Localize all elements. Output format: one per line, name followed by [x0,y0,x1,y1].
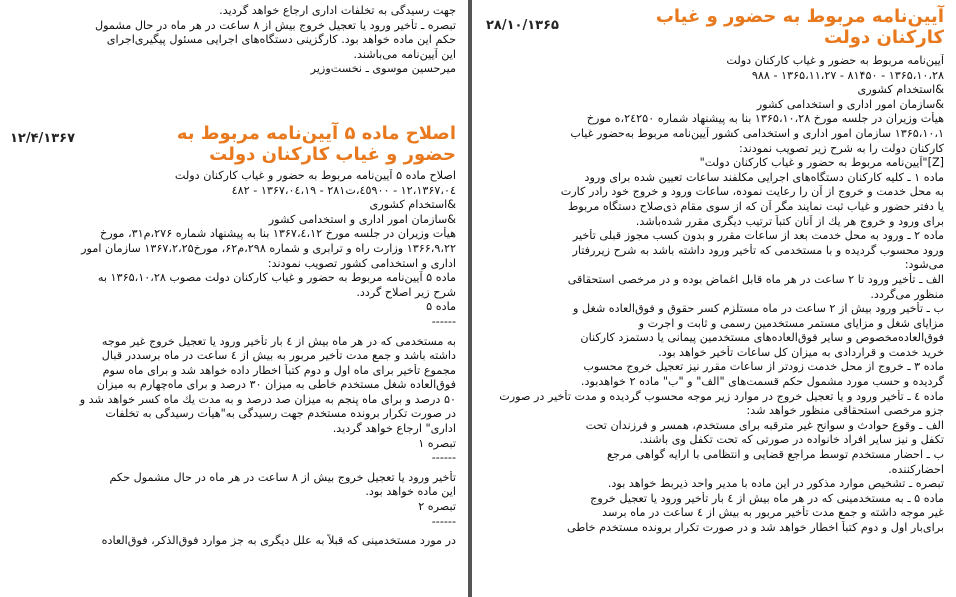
text-line: مجموع تأخیر برای ماه اول و دوم کتباً اخطار داده خواهد شد و برای ماه سوم [102,363,456,377]
text-line: تبصره ۲ [418,500,456,514]
amendment-date: ۱۲/۴/۱۳۶۷ [10,130,76,146]
text-line: جهت رسیدگی به تخلفات اداری ارجاع خواهد گردید. [219,4,456,17]
text-line: شرح زیر اصلاح گردد. [356,285,456,299]
text-line: ------ [431,314,456,328]
text-line: ۱۳۶۵،۱۰،۲۸ - ۸۱۴۵۰ - ۱۳۶۵،۱۱،۲۷ - ۹۸۸ [751,68,944,82]
right-body [482,54,944,536]
regulation-title: آیین‌نامه مربوط به حضور و غیاب کارکنان دولت [655,6,944,48]
text-line: به مستخدمی که در هر ماه بیش از ٤ بار تأخیر ورود یا تعجیل خروج غیر موجه [101,334,456,348]
text-line: آیین‌نامه مربوط به حضور و غیاب کارکنان دولت [726,54,944,67]
text-line: ۱۳۶۶،۹،۲۲ وزارت راه و ترابری و شماره ۲۹۸،م۶۲، مورخ۱۳۶۷،۲،۲۵ سازمان امور [81,241,456,255]
left-column [0,0,468,597]
text-line: حکم این ماده خواهد بود. کارگزینی دستگاه‌های اجرایی مسئول پیگیری‌اجرای [106,33,456,47]
text-line: الف ـ وقوع حوادث و سوانح غیر مترقبه برای مستخدم، همسر و فرزندان تحت [585,418,944,432]
text-line: تبصره ـ تشخیص موارد مذکور در این ماده با مدیر واحد ذیربط خواهد بود. [607,477,944,491]
text-line: داشته باشد و جمع مدت تأخیر مربور به بیش از ٤ ساعت در ماه برسددر قبال [101,349,456,363]
text-line: ماده ۵ [426,300,456,314]
text-line: فوق‌العاده شغل مستخدم خاطی به میزان ۳۰ درصد و برای ماه‌چهارم به میزان [96,378,456,392]
text-line: برای‌بار اول و دوم کتباً اخطار خواهد شد و در صورت تکرار برونده مستخدم خاطی [567,521,944,534]
text-line: جزو مرخصی استحقاقی منظور خواهد شد: [746,404,944,418]
text-line: کارکنان دولت را به شرح زیر تصویب نمودند: [738,141,944,155]
text-line: ماده ۲ ـ ورود به محل خدمت بعد از ساعات مقرر و بدون کسب مجوز قبلی تأخیر [572,229,944,243]
text-line: ۱۳۶۵،۱۰،۱ سازمان امور اداری و استخدامی کشور آیین‌نامه مربوط به‌حضور غیاب [570,126,944,140]
text-line: تبصره ـ تأخیر ورود یا تعجیل خروج بیش از ۸ ساعت در هر ماه در حال مشمول [94,18,456,32]
text-line: هیأت وزیران در جلسه مورخ ۱۳۶۷،٤،۱۲ بنا به پیشنهاد شماره ۲۷۶،م۳۱، مورخ [100,227,456,241]
text-line: به محل خدمت و خروج از آن را رعایت نموده، ساعات ورود و خروج خود رادر کارت [560,185,944,199]
text-line: فوق‌العاده‌مخصوص و سایر فوق‌العاده‌های مستخدمین پیمانی یا دستمزد کارکنان [580,331,944,345]
text-line: اداری و استخدامی کشور تصویب نمودند: [267,256,456,270]
text-line: &سازمان امور اداری و استخدامی کشور [268,212,456,226]
left-body [10,169,456,549]
text-line: منظور می‌گردد. [870,287,944,301]
text-line: خرید خدمت و قراردادی به میزان کل ساعات تأخیر خواهد بود. [658,345,944,359]
right-title-block [482,6,944,52]
text-line: اصلاح ماده ۵ آیین‌نامه مربوط به حضور و غیاب کارکنان دولت [174,168,456,182]
text-line: تکفل و نیز سایر افراد خانواده در صورتی که تحت تکفل وی باشند. [639,433,944,447]
text-line: هیأت وزیران در جلسه مورخ ۱۳۶۵،۱۰،۲۸ بنا به پیشنهاد شماره ۲٤۲۵۰،ه مورخ [586,112,944,126]
text-line: ماده ۵ آیین‌نامه مربوط به حضور و غیاب کارکنان دولت مصوب ۱۳۶۵،۱۰،۲۸ به [97,271,456,285]
text-line: اداری" ارجاع خواهد گردید. [332,422,456,436]
text-line: &سازمان امور اداری و استخدامی کشور [756,97,944,111]
text-line: ------ [431,451,456,465]
text-line: در مورد مستخدمینی که قبلاً به علل دیگری به جز موارد فوق‌الذکر، فوق‌العاده [101,534,456,548]
text-line: ورود محسوب گردیده و با مستخدمی که تأخیر ورود داشته باشد به شرح زیررفتار [572,243,944,257]
signature-line: میرحسین موسوی ـ نخست‌وزیر [310,62,456,76]
text-line: ماده ۵ ـ به مستخدمینی که در هر ماه بیش از ٤ بار تأخیر ورود یا تعجیل خروج [590,491,944,505]
text-line: ماده ۱ ـ کلیه کارکنان دستگاه‌های اجرایی مکلفند ساعات تعیین شده برای ورود [584,170,944,184]
text-line: تبصره ۱ [418,436,456,450]
text-line: ب ـ احضار مستخدم توسط مراجع قضایی و انتظامی با ارایه گواهی مرجع [607,448,944,462]
text-line: مزایای شغل و مزایای مستمر مستخدمین رسمی و ثابت و اجرت و [638,316,944,330]
amendment-title: اصلاح ماده ۵ آیین‌نامه مربوط به حضور و غیاب کارکنان دولت [176,122,456,165]
text-line: ب ـ تأخیر ورود بیش از ۲ ساعت در ماه مستلزم کسر حقوق و فوق‌العاده شغل و [573,302,944,316]
text-line: الف ـ تأخیر ورود تا ۲ ساعت در هر ماه قابل اغماض بوده و در مرخصی استحقاقی [567,272,944,286]
text-line: در صورت تکرار برونده مستخدم جهت رسیدگی به"هیأت رسیدگی به تخلفات [105,407,456,421]
text-line: [Z]"آیین‌نامه مربوط به حضور و غیاب کارکنان دولت" [699,156,944,170]
text-line: ماده ٤ ـ تأخیر ورود و یا تعجیل خروج در موارد زیر موجه محسوب گردیده و مدت تأخیر در صورت [499,389,944,403]
text-line: برای ورود و خروج هر یك از آنان كتباً ترتیب دیگری مقرر شده‌باشد. [635,214,944,228]
text-line: غیر موجه داشته و جمع مدت تأخیر مربور به بیش از ٤ ساعت در ماه برسد [602,506,944,520]
right-column [472,0,956,597]
text-line: ۵۰ درصد و برای ماه پنجم به میزان صد درصد و به مدت یك ماه كسر خواهد شد و [79,392,456,406]
left-top-paragraph [10,4,456,77]
text-line: این آیین‌نامه می‌باشند. [353,47,456,61]
regulation-date: ۲۸/۱۰/۱۳۶۵ [486,18,559,33]
text-line: &استخدام کشوری [369,198,456,212]
text-line: ------ [431,514,456,528]
text-line: گردیده و حسب مورد مشمول حکم قسمت‌های "الف" و "ب" ماده ۲ خواهدبود. [580,375,944,389]
left-title-block [10,123,456,169]
text-line: ماده ۳ ـ خروج از محل خدمت زودتر از ساعات مقرر نیز تعجیل خروج محسوب [583,360,944,374]
text-line: تأخیر ورود یا تعجیل خروج بیش از ۸ ساعت در هر ماه در حال مشمول حکم [109,470,456,484]
text-line: ۱۳۶۷،۰٤،۱۲ - ٤٥۹۰۰،ت۲۸۱ - ۱۳۶۷،۰٤،۱۹ - ٤۸۲ [231,183,456,197]
text-line: احضارکننده. [888,462,944,476]
text-line: &استخدام کشوری [857,83,944,97]
text-line: یا دفتر حضور و غیاب ثبت نمایند مگر آن که از سوی مقام ذی‌صلاح دستگاه مربوط [567,199,944,213]
text-line: می‌شود: [904,258,944,272]
text-line: این ماده خواهد بود. [365,485,456,499]
